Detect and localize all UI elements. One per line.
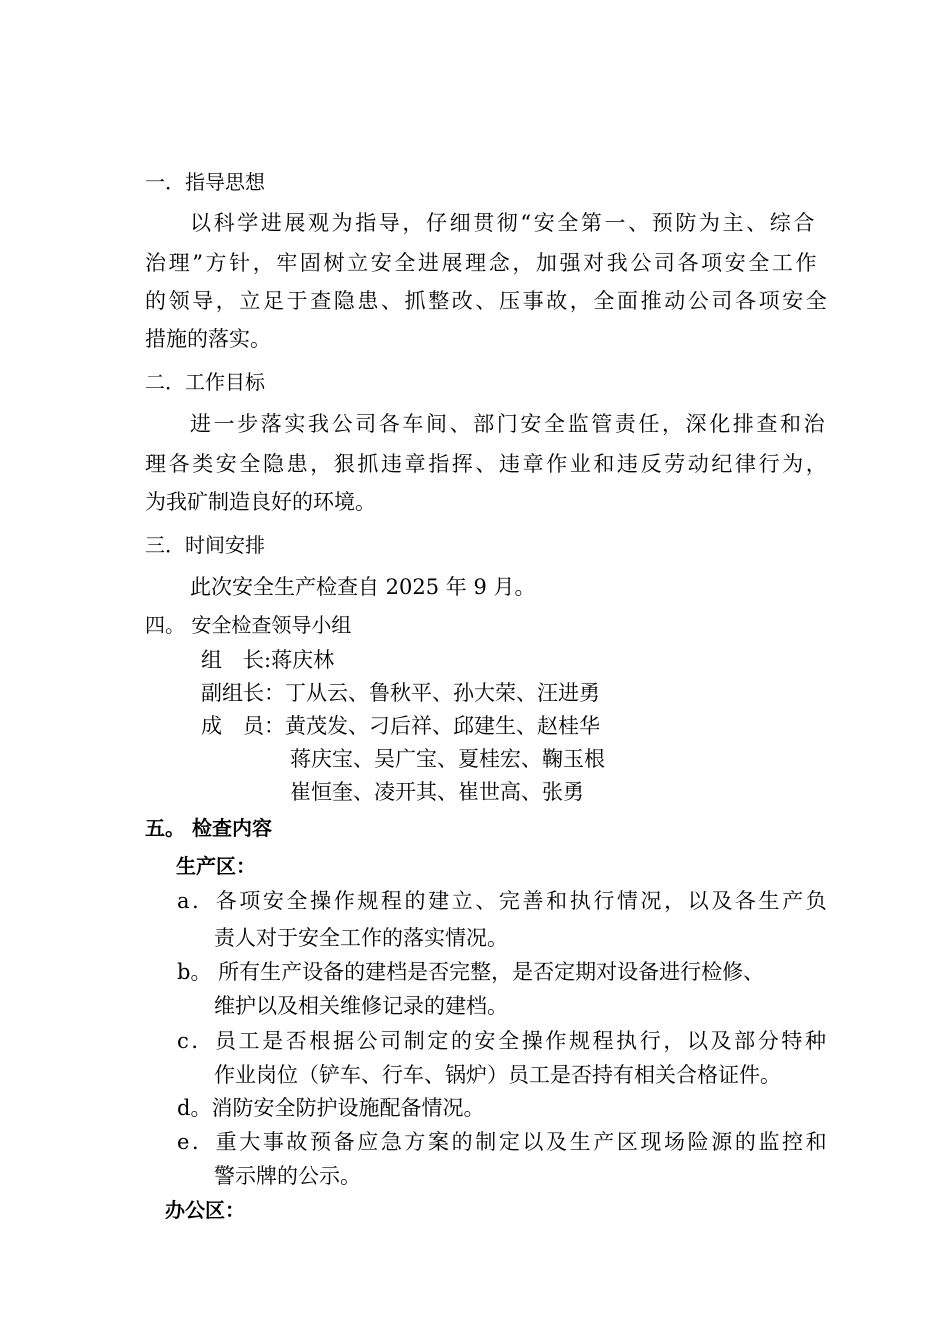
production-area-label: 生产区： (176, 854, 256, 878)
section-1-line-3: 的领导，立足于查隐患、抓整改、压事故，全面推动公司各项安全 (145, 289, 830, 313)
section-2-heading: 二．工作目标 (145, 370, 265, 394)
members-line-1: 成 员：黄茂发、刁后祥、邱建生、赵桂华 (201, 714, 600, 738)
section-1-line-4: 措施的落实。 (145, 327, 271, 351)
item-d-line-1: d。消防安全防护设施配备情况。 (177, 1096, 485, 1120)
item-b-line-1: b。 所有生产设备的建档是否完整，是否定期对设备进行检修、 (177, 960, 765, 984)
section-2-line-1: 进一步落实我公司各车间、部门安全监管责任，深化排查和治 (190, 412, 828, 436)
item-c-line-1: c．员工是否根据公司制定的安全操作规程执行，以及部分特种 (177, 1029, 829, 1053)
deputy-leaders: 副组长：丁从云、鲁秋平、孙大荣、汪进勇 (201, 681, 600, 705)
item-a-line-1: a．各项安全操作规程的建立、完善和执行情况，以及各生产负 (177, 889, 830, 913)
item-e-line-1: e．重大事故预备应急方案的制定以及生产区现场险源的监控和 (177, 1130, 830, 1154)
members-line-3: 崔恒奎、凌开其、崔世高、张勇 (290, 780, 584, 804)
section-2-line-2: 理各类安全隐患，狠抓违章指挥、违章作业和违反劳动纪律行为， (145, 452, 830, 476)
section-5-heading: 五。 检查内容 (145, 816, 272, 840)
item-e-line-2: 警示牌的公示。 (214, 1164, 361, 1188)
item-b-line-2: 维护以及相关维修记录的建档。 (214, 994, 508, 1018)
members-line-2: 蒋庆宝、吴广宝、夏桂宏、鞠玉根 (290, 747, 605, 771)
office-area-label: 办公区： (165, 1198, 245, 1222)
section-1-line-2: 治理”方针，牢固树立安全进展理念，加强对我公司各项安全工作 (145, 251, 820, 275)
section-1-heading: 一．指导思想 (145, 170, 265, 194)
group-leader: 组 长:蒋庆林 (201, 648, 335, 672)
section-4-heading: 四。 安全检查领导小组 (145, 613, 352, 637)
section-1-line-1: 以科学进展观为指导，仔细贯彻“安全第一、预防为主、综合 (190, 211, 817, 235)
item-c-line-2: 作业岗位（铲车、行车、锅炉）员工是否持有相关合格证件。 (214, 1063, 781, 1087)
section-2-line-3: 为我矿制造良好的环境。 (145, 490, 376, 514)
section-3-line: 此次安全生产检查自 2025 年 9 月。 (190, 575, 536, 599)
item-a-line-2: 责人对于安全工作的落实情况。 (214, 926, 508, 950)
section-3-heading: 三．时间安排 (145, 533, 265, 557)
